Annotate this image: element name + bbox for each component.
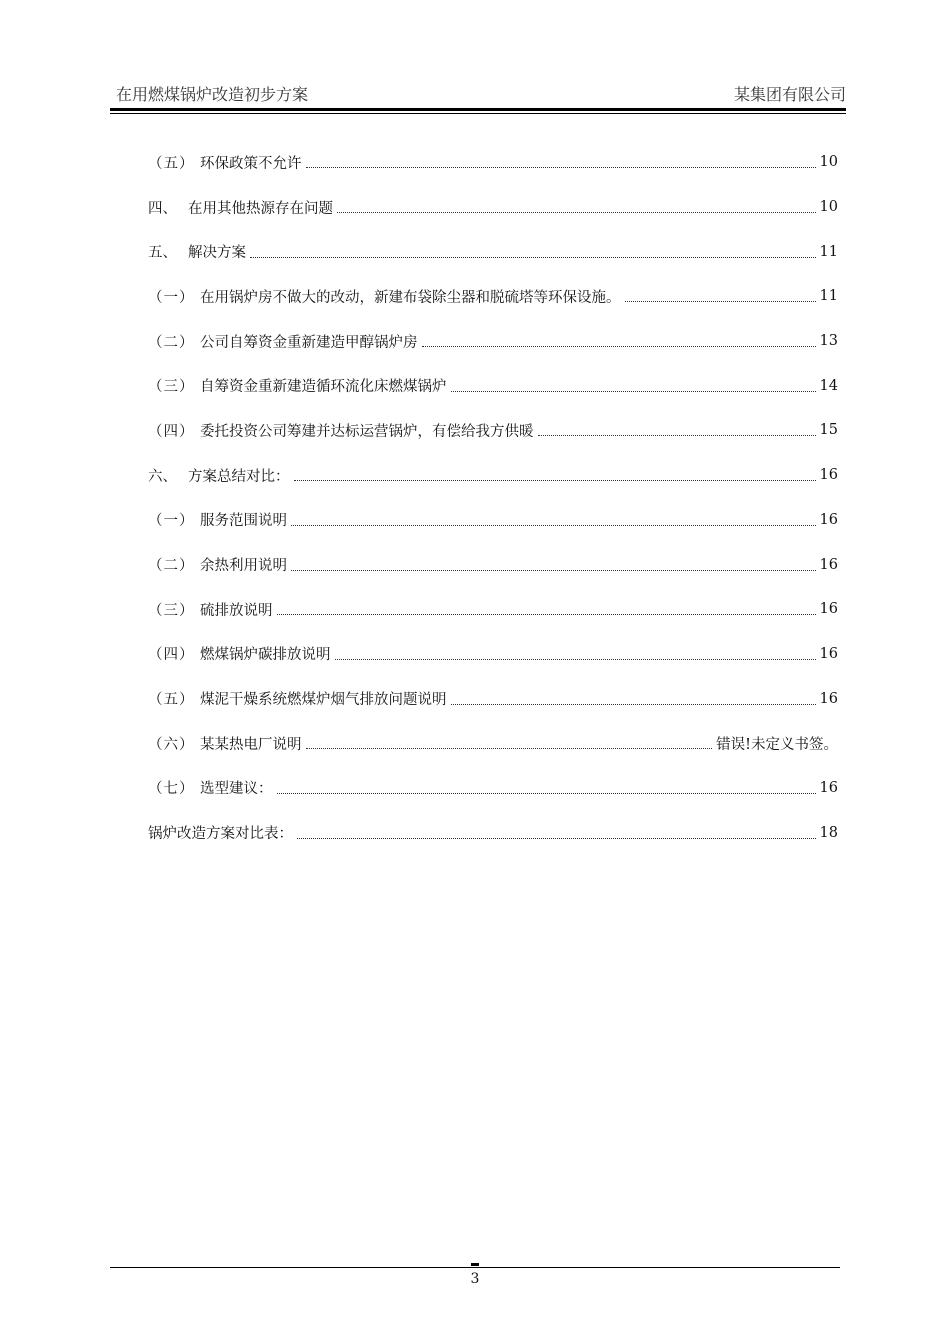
toc-entry-label xyxy=(148,152,302,173)
toc-entry[interactable] xyxy=(148,587,838,632)
header-rule-thick xyxy=(110,108,846,111)
toc-entry[interactable] xyxy=(148,274,838,319)
toc-entry[interactable] xyxy=(148,498,838,543)
toc-leader-dots xyxy=(422,345,816,347)
toc-entry-title: 在用其他热源存在问题 xyxy=(188,200,333,217)
toc-entry-page: 10 xyxy=(819,199,838,216)
toc-entry-label xyxy=(148,197,333,218)
toc-leader-dots xyxy=(291,524,816,526)
toc-entry-number: （五） xyxy=(148,155,195,172)
toc-entry-page: 16 xyxy=(819,690,838,707)
toc-entry-number: （三） xyxy=(148,602,195,619)
toc-entry-label xyxy=(148,777,273,798)
toc-entry-number: （一） xyxy=(148,513,195,530)
toc-entry-title: 燃煤锅炉碳排放说明 xyxy=(200,647,331,664)
toc-entry[interactable] xyxy=(148,319,838,364)
header-company-name: 某集团有限公司 xyxy=(733,85,846,104)
toc-leader-dots xyxy=(306,166,816,168)
toc-entry-label xyxy=(148,331,418,352)
toc-entry-title: 某某热电厂说明 xyxy=(200,736,302,753)
footer-page-number: 3 xyxy=(470,1271,480,1287)
toc-entry-page: 16 xyxy=(819,645,838,662)
toc-entry-label xyxy=(148,286,621,307)
toc-entry-page: 11 xyxy=(819,243,838,260)
toc-entry-number: （四） xyxy=(148,423,195,440)
toc-entry-number: （三） xyxy=(148,379,195,396)
toc-entry-label xyxy=(148,643,331,664)
toc-entry-label xyxy=(148,420,534,441)
toc-leader-dots xyxy=(250,256,816,258)
toc-entry-page: 16 xyxy=(819,779,838,796)
toc-entry-page: 18 xyxy=(819,824,838,841)
page-header xyxy=(110,80,846,108)
toc-entry-page: 10 xyxy=(819,154,838,171)
toc-entry-title: 方案总结对比： xyxy=(188,468,290,485)
header-document-title: 在用燃煤锅炉改造初步方案 xyxy=(116,85,309,104)
toc-entry[interactable] xyxy=(148,229,838,274)
toc-entry-number: 四、 xyxy=(148,200,177,217)
toc-entry-title: 自筹资金重新建造循环流化床燃煤锅炉 xyxy=(200,379,447,396)
toc-entry[interactable] xyxy=(148,632,838,677)
header-rule-thin xyxy=(110,113,846,114)
toc-leader-dots xyxy=(297,837,816,839)
toc-entry-page: 11 xyxy=(819,288,838,305)
toc-entry-title: 硫排放说明 xyxy=(200,602,273,619)
toc-entry[interactable] xyxy=(148,810,838,855)
toc-entry-label xyxy=(148,509,287,530)
toc-entry-label xyxy=(148,241,246,262)
toc-leader-dots xyxy=(277,792,816,794)
toc-leader-dots xyxy=(291,569,816,571)
toc-entry-title: 解决方案 xyxy=(188,245,246,262)
toc-entry-number: 六、 xyxy=(148,468,177,485)
footer-rule xyxy=(110,1267,840,1268)
toc-entry-number: （二） xyxy=(148,558,195,575)
toc-entry-title: 公司自筹资金重新建造甲醇锅炉房 xyxy=(200,334,418,351)
toc-entry-number: （六） xyxy=(148,736,195,753)
toc-entry-page: 16 xyxy=(819,467,838,484)
toc-entry[interactable] xyxy=(148,140,838,185)
toc-entry-page: 错误!未定义书签。 xyxy=(716,736,838,753)
toc-entry[interactable] xyxy=(148,766,838,811)
toc-entry[interactable] xyxy=(148,721,838,766)
toc-entry-title: 环保政策不允许 xyxy=(200,155,302,172)
toc-leader-dots xyxy=(306,747,713,749)
toc-entry-label xyxy=(148,465,290,486)
toc-entry-label xyxy=(148,554,287,575)
toc-entry-title: 锅炉改造方案对比表： xyxy=(148,826,293,843)
toc-entry-label xyxy=(148,375,447,396)
toc-entry-label xyxy=(148,733,302,754)
toc-leader-dots xyxy=(538,434,816,436)
toc-entry-label xyxy=(148,688,447,709)
toc-entry-page: 16 xyxy=(819,601,838,618)
toc-entry-page: 16 xyxy=(819,511,838,528)
toc-entry[interactable] xyxy=(148,408,838,453)
toc-entry-number: （五） xyxy=(148,692,195,709)
toc-entry-number: （二） xyxy=(148,334,195,351)
toc-leader-dots xyxy=(335,658,816,660)
toc-entry-page: 14 xyxy=(819,377,838,394)
toc-entry-title: 煤泥干燥系统燃煤炉烟气排放问题说明 xyxy=(200,692,447,709)
toc-leader-dots xyxy=(451,390,816,392)
toc-leader-dots xyxy=(337,211,816,213)
toc-entry-title: 余热利用说明 xyxy=(200,558,287,575)
toc-entry-number: （四） xyxy=(148,647,195,664)
toc-entry-page: 13 xyxy=(819,333,838,350)
toc-entry-title: 委托投资公司筹建并达标运营锅炉，有偿给我方供暖 xyxy=(200,423,534,440)
toc-entry-title: 服务范围说明 xyxy=(200,513,287,530)
toc-entry-label xyxy=(148,822,293,843)
toc-entry-number: （一） xyxy=(148,289,195,306)
toc-entry-title: 选型建议： xyxy=(200,781,273,798)
toc-entry-page: 16 xyxy=(819,556,838,573)
table-of-contents xyxy=(148,140,838,855)
toc-entry[interactable] xyxy=(148,185,838,230)
toc-entry-page: 15 xyxy=(819,422,838,439)
toc-leader-dots xyxy=(625,300,816,302)
toc-entry[interactable] xyxy=(148,453,838,498)
toc-entry-title: 在用锅炉房不做大的改动，新建布袋除尘器和脱硫塔等环保设施。 xyxy=(200,289,621,306)
toc-leader-dots xyxy=(277,613,816,615)
toc-entry-number: 五、 xyxy=(148,245,177,262)
toc-entry-number: （七） xyxy=(148,781,195,798)
toc-entry[interactable] xyxy=(148,363,838,408)
footer-mark xyxy=(471,1263,479,1266)
toc-leader-dots xyxy=(294,479,816,481)
toc-entry-label xyxy=(148,599,273,620)
toc-entry[interactable] xyxy=(148,676,838,721)
toc-entry[interactable] xyxy=(148,542,838,587)
toc-leader-dots xyxy=(451,703,816,705)
